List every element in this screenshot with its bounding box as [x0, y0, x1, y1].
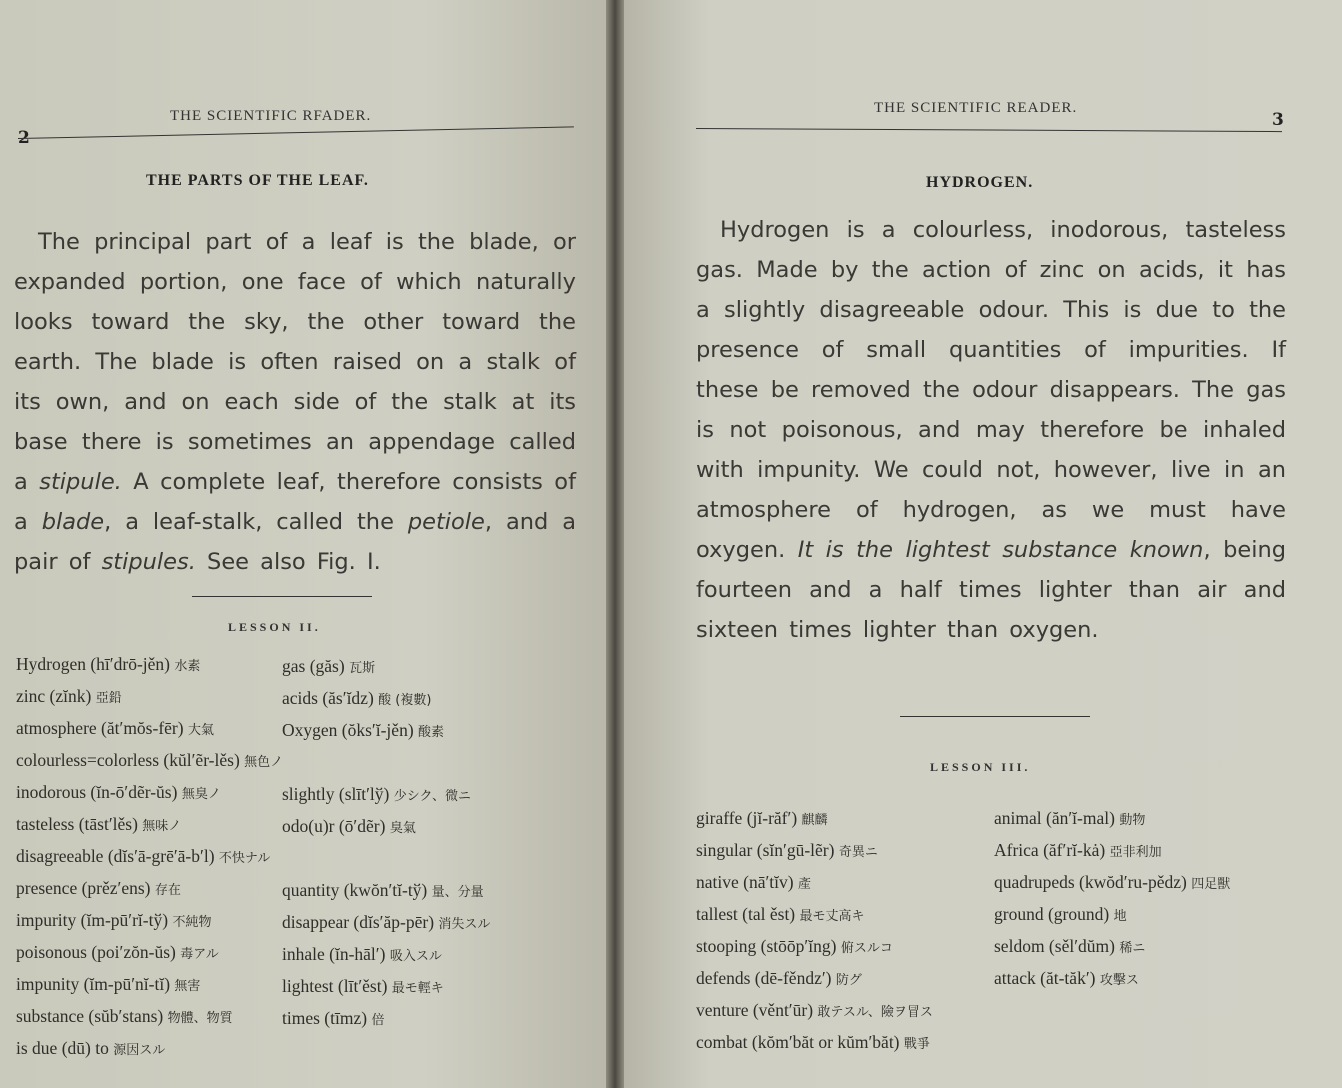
- vocab-item: substance (sŭb′stans) 物體、物質: [16, 1006, 233, 1026]
- running-head-right: THE SCIENTIFIC READER.: [874, 100, 1078, 116]
- vocab-item: Oxygen (ŏks′ĭ-jěn) 酸素: [282, 720, 445, 740]
- header-rule-left: [18, 126, 574, 139]
- vocab-item: impurity (ĭm-pū′rĭ-tў) 不純物: [16, 910, 212, 930]
- vocab-item: quantity (kwŏn′tĭ-tў) 量、分量: [282, 880, 484, 900]
- page-number-left: 2: [18, 128, 30, 148]
- section-divider-left: [192, 596, 372, 597]
- paragraph-right: Hydrogen is a colourless, inodorous, tasteless gas. Made by the action of zinc on acids, it has a slightly disagreeable odour. This is due to the presence of small quantities of impurities. If these be removed the odour disappears. The gas is not poisonous, and may therefore be inhaled with impunity. We could not, however, live in an atmosphere of hydrogen, as we must have oxygen. It is the lightest substance known, being fourteen and a half times lighter than air and sixteen times lighter than oxygen.: [696, 217, 1286, 643]
- vocab-item: tallest (tal ěst) 最モ丈高キ: [696, 904, 865, 924]
- running-head-left: THE SCIENTIFIC RFADER.: [170, 108, 372, 124]
- vocab-item: is due (dū) to 源因スル: [16, 1038, 166, 1058]
- vocab-item: stooping (stōōp′ĭng) 俯スルコ: [696, 936, 893, 956]
- vocab-item: seldom (sěl′dŭm) 稀ニ: [994, 936, 1146, 956]
- vocab-item: venture (věnt′ūr) 敢テスル、險ヲ冒ス: [696, 1000, 933, 1020]
- vocab-item: disappear (dĭs′ăp-pēr) 消失スル: [282, 912, 491, 932]
- vocab-item: zinc (zĭnk) 亞鉛: [16, 686, 122, 706]
- vocab-item: Hydrogen (hī′drō-jěn) 水素: [16, 654, 201, 674]
- vocab-item: attack (ăt-tăk′) 攻擊ス: [994, 968, 1139, 988]
- vocab-item: tasteless (tāst′lěs) 無味ノ: [16, 814, 182, 834]
- vocab-item: colourless=colorless (kŭl′ẽr-lěs) 無色ノ: [16, 750, 284, 770]
- vocab-item: ground (ground) 地: [994, 904, 1127, 924]
- vocab-list-left-col2: [282, 650, 490, 1034]
- vocab-item: impunity (ĭm-pū′nĭ-tĭ) 無害: [16, 974, 201, 994]
- vocab-item: quadrupeds (kwŏd′ru-pědz) 四足獸: [994, 872, 1231, 892]
- vocab-item: odo(u)r (ō′dẽr) 臭氣: [282, 816, 416, 836]
- vocab-item: inhale (ĭn-hāl′) 吸入スル: [282, 944, 442, 964]
- book-gutter: [606, 0, 624, 1088]
- lesson-heading-left: LESSON II.: [228, 620, 321, 634]
- vocab-item: disagreeable (dĭs′ā-grē′ā-b′l) 不快ナル: [16, 846, 271, 866]
- vocab-list-right-col1: [696, 802, 933, 1058]
- vocab-item: native (nā′tĭv) 產: [696, 872, 811, 892]
- vocab-item: combat (kŏm′băt or kŭm′băt) 戰爭: [696, 1032, 930, 1052]
- vocab-item: [282, 842, 490, 874]
- vocab-item: defends (dē-fěndz′) 防グ: [696, 968, 862, 988]
- paragraph-left: The principal part of a leaf is the blade, or expanded portion, one face of which naturally looks toward the sky, the other toward the earth. The blade is often raised on a stalk of its own, and on each side of the stalk at its base there is sometimes an appendage called a stipule. A complete leaf, therefore consists of a blade, a leaf-stalk, called the petiole, and a pair of stipules. See also Fig. I.: [14, 229, 576, 575]
- vocab-item: poisonous (poi′zŏn-ŭs) 毒アル: [16, 942, 219, 962]
- vocab-list-right-col2: [994, 802, 1230, 994]
- vocab-item: times (tīmz) 倍: [282, 1008, 385, 1028]
- vocab-item: Africa (ăf′rĭ-kȧ) 亞非利加: [994, 840, 1162, 860]
- vocab-item: acids (ăs′ĭdz) 酸 (複數): [282, 688, 432, 708]
- lesson-heading-right: LESSON III.: [930, 760, 1031, 774]
- vocab-item: lightest (līt′ěst) 最モ輕キ: [282, 976, 444, 996]
- vocab-item: [282, 746, 490, 778]
- vocab-item: presence (prěz′ens) 存在: [16, 878, 181, 898]
- vocab-item: gas (găs) 瓦斯: [282, 656, 376, 676]
- vocab-item: inodorous (ĭn-ō′dẽr-ŭs) 無臭ノ: [16, 782, 221, 802]
- vocab-item: atmosphere (ăt′mŏs-fēr) 大氣: [16, 718, 214, 738]
- section-title-right: HYDROGEN.: [926, 174, 1034, 191]
- vocab-list-left-col1: [16, 648, 283, 1064]
- section-title-left: THE PARTS OF THE LEAF.: [146, 172, 369, 189]
- vocab-item: animal (ăn′ĭ-mal) 動物: [994, 808, 1146, 828]
- section-divider-right: [900, 716, 1090, 717]
- vocab-item: slightly (slīt′lў) 少シク、微ニ: [282, 784, 471, 804]
- right-page: [624, 0, 1342, 1088]
- page-number-right: 3: [1272, 110, 1284, 130]
- left-page: [0, 0, 606, 1088]
- vocab-item: singular (sĭn′gū-lẽr) 奇異ニ: [696, 840, 878, 860]
- header-rule-right: [696, 128, 1282, 132]
- vocab-item: giraffe (jĭ-răf′) 麒麟: [696, 808, 828, 828]
